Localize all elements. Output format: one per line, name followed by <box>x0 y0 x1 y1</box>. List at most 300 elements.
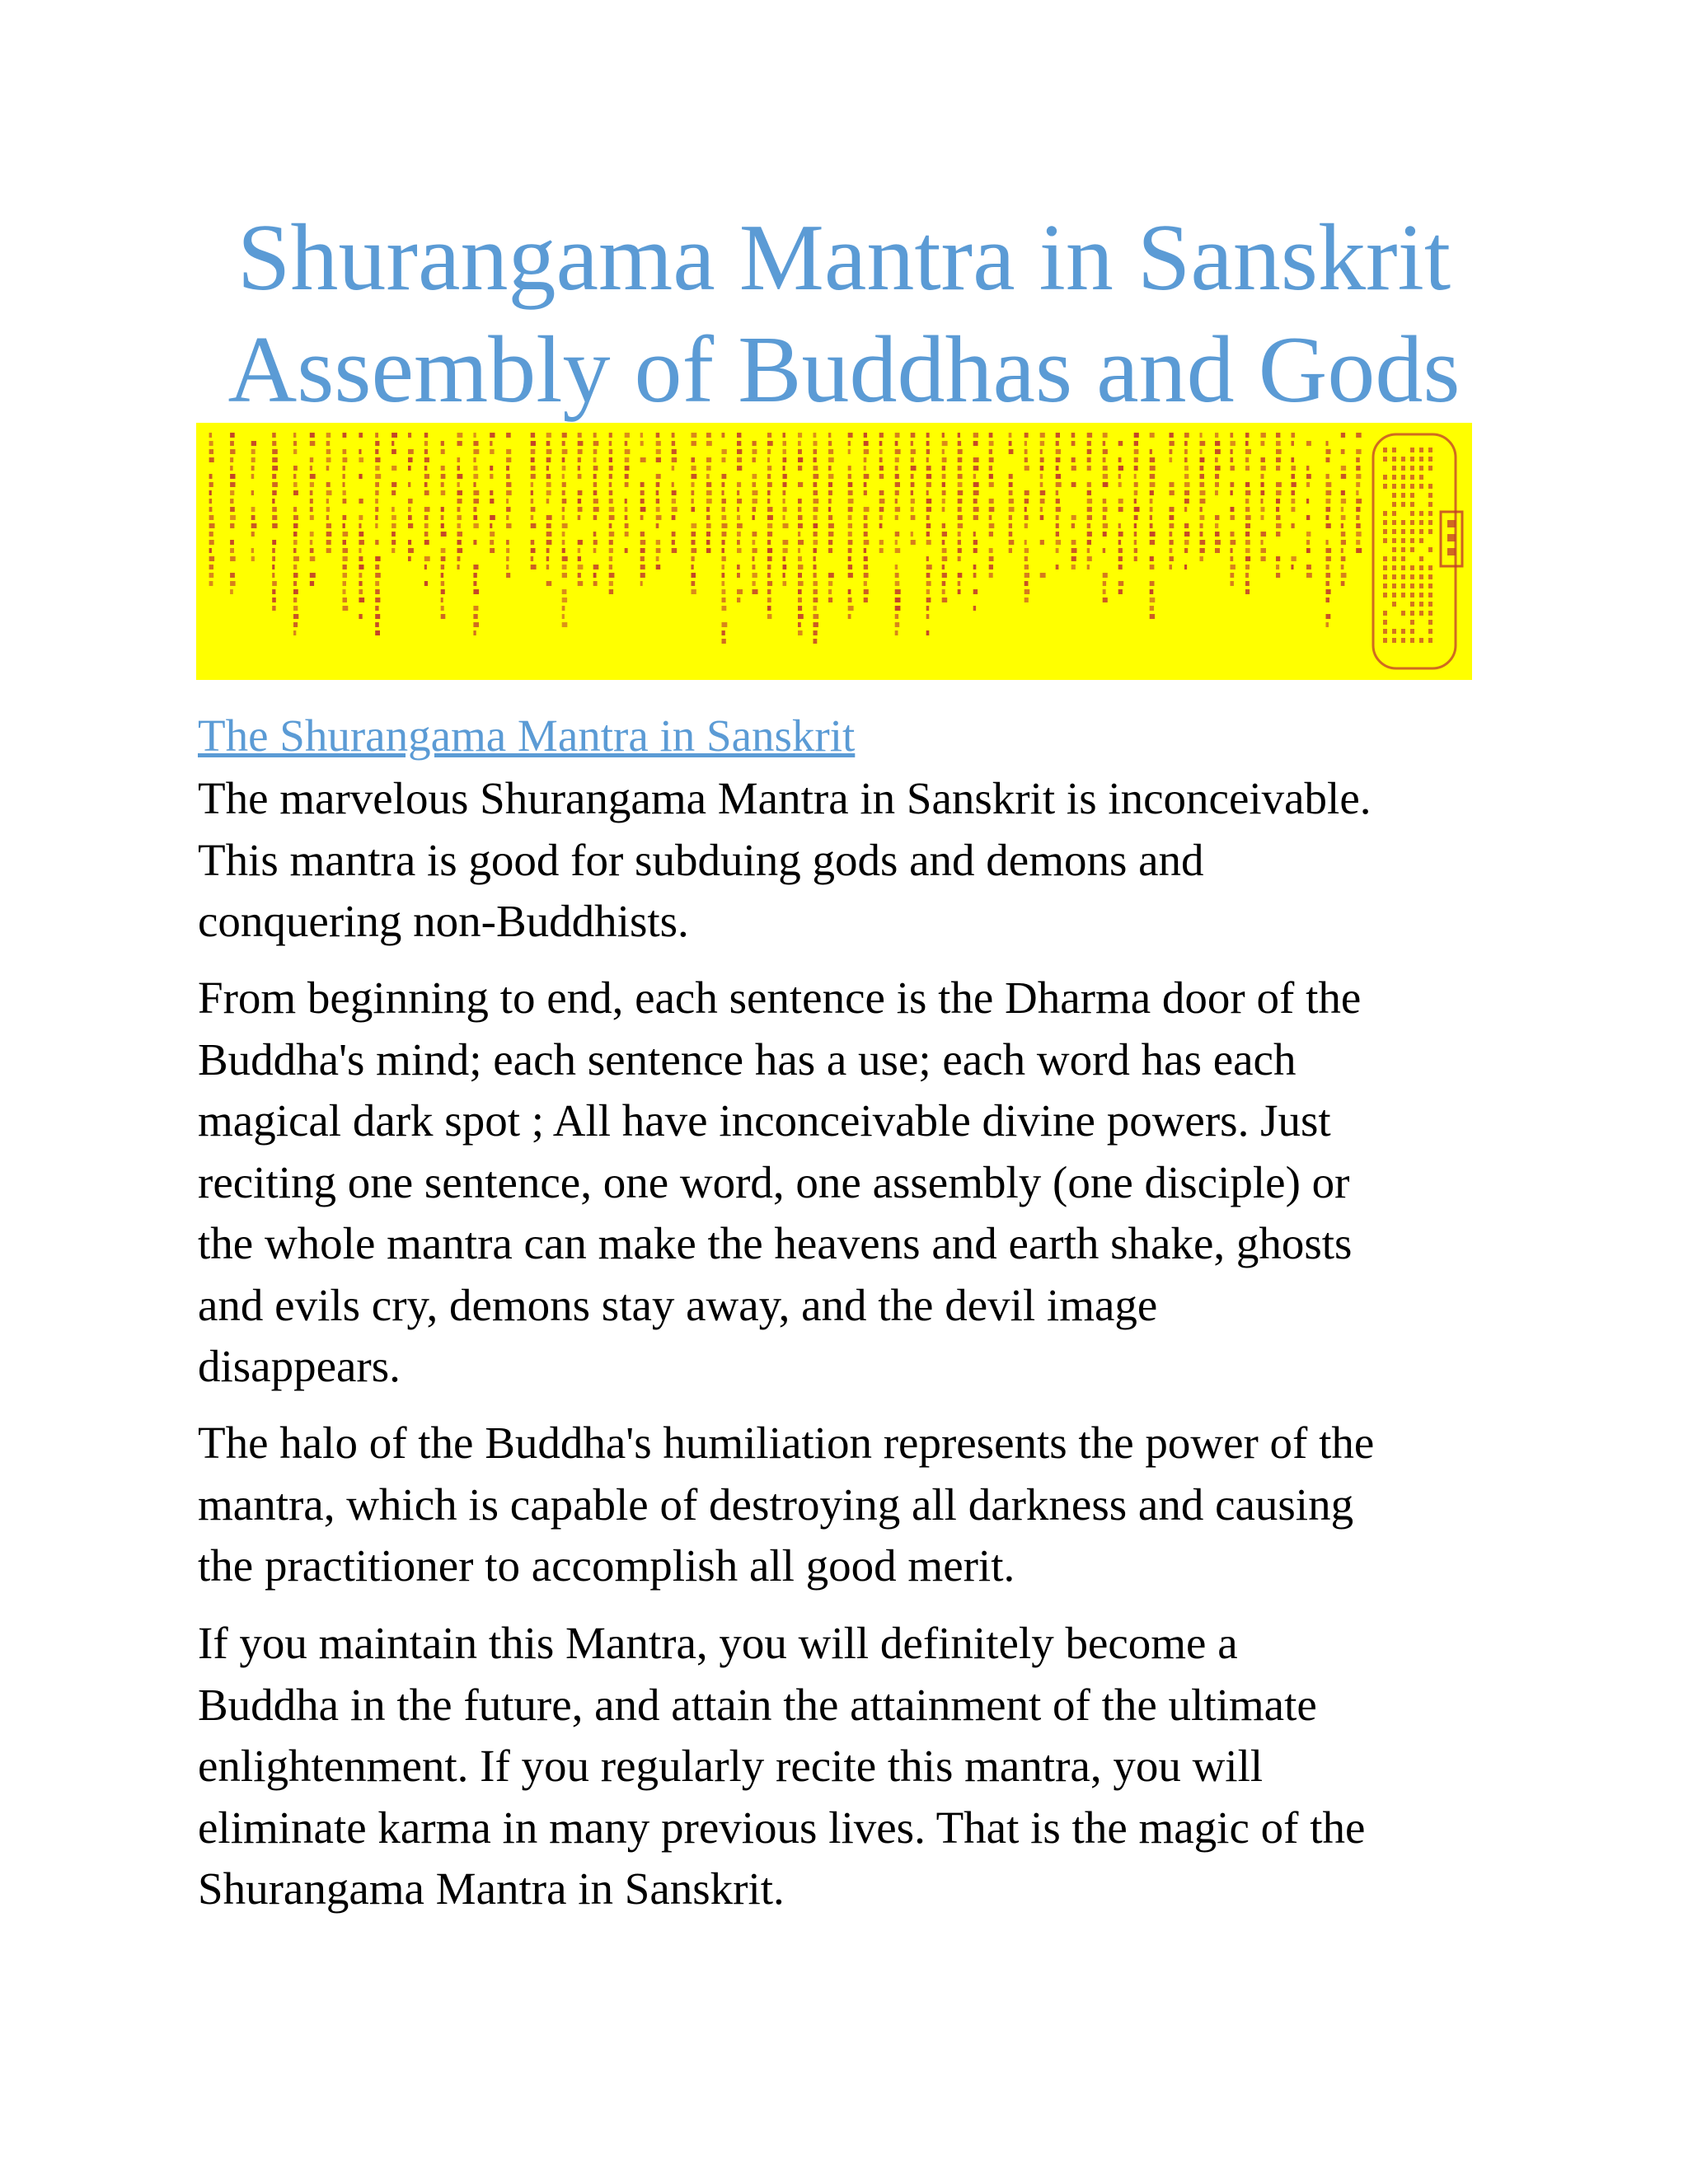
script-glyph <box>1419 520 1423 525</box>
paragraph-3 <box>198 1413 1533 1597</box>
script-glyph <box>408 540 411 545</box>
script-glyph <box>973 441 978 446</box>
script-glyph <box>672 499 676 504</box>
script-glyph <box>1276 556 1280 561</box>
script-glyph <box>828 449 833 454</box>
script-glyph <box>1306 482 1310 487</box>
script-glyph <box>1071 515 1076 520</box>
script-glyph <box>1170 482 1175 487</box>
script-glyph <box>895 622 900 627</box>
script-glyph <box>1392 593 1396 598</box>
script-glyph <box>1419 538 1423 543</box>
script-glyph <box>1341 565 1344 569</box>
script-glyph <box>973 457 979 462</box>
script-glyph <box>1261 433 1266 438</box>
script-glyph <box>457 548 463 553</box>
script-glyph <box>230 573 235 578</box>
script-glyph <box>1401 547 1405 552</box>
script-glyph <box>753 515 755 520</box>
script-glyph <box>814 565 817 569</box>
script-glyph <box>1383 511 1387 516</box>
script-glyph <box>911 540 916 545</box>
script-glyph <box>767 573 771 578</box>
script-glyph <box>293 515 298 520</box>
script-glyph <box>1419 484 1423 489</box>
script-glyph <box>722 457 726 462</box>
script-glyph <box>209 474 213 479</box>
script-glyph <box>359 540 364 545</box>
script-glyph <box>1341 507 1343 512</box>
script-glyph <box>1200 474 1205 479</box>
script-glyph <box>506 466 509 471</box>
script-glyph <box>814 589 818 594</box>
script-glyph <box>814 515 818 520</box>
script-glyph <box>848 507 853 512</box>
script-glyph <box>926 433 930 438</box>
script-glyph <box>272 548 275 553</box>
script-glyph <box>546 433 551 438</box>
script-glyph <box>310 433 315 438</box>
script-glyph <box>1410 475 1414 480</box>
script-glyph <box>1341 532 1346 537</box>
script-glyph <box>692 540 696 545</box>
script-glyph <box>1040 449 1043 454</box>
script-glyph <box>359 457 363 462</box>
script-glyph <box>672 548 678 553</box>
script-glyph <box>209 556 215 561</box>
script-glyph <box>473 606 478 611</box>
script-glyph <box>593 482 597 487</box>
script-glyph <box>1326 540 1329 545</box>
script-glyph <box>1261 490 1265 495</box>
script-glyph <box>1134 433 1139 438</box>
script-glyph <box>958 515 963 520</box>
script-glyph <box>1261 466 1266 471</box>
script-glyph <box>1215 540 1221 545</box>
paragraph-line: The halo of the Buddha's humiliation represents the power of the <box>198 1418 1375 1468</box>
script-glyph <box>737 532 741 537</box>
script-glyph <box>1087 441 1091 446</box>
script-glyph <box>942 589 945 594</box>
script-glyph <box>1383 611 1387 616</box>
script-glyph <box>879 490 884 495</box>
script-glyph <box>1306 515 1310 520</box>
script-glyph <box>293 441 297 446</box>
script-glyph <box>578 565 584 569</box>
script-glyph <box>1383 574 1387 579</box>
script-glyph <box>895 581 900 586</box>
script-glyph <box>359 548 361 553</box>
script-glyph <box>722 540 725 545</box>
script-glyph <box>392 515 396 520</box>
script-glyph <box>1071 540 1076 545</box>
script-glyph <box>1118 540 1121 545</box>
script-glyph <box>1401 484 1405 489</box>
script-glyph <box>692 573 696 578</box>
script-glyph <box>848 482 853 487</box>
script-glyph <box>506 507 510 512</box>
script-glyph <box>625 499 627 504</box>
script-glyph <box>911 507 914 512</box>
script-glyph <box>753 507 757 512</box>
script-glyph <box>1326 598 1330 602</box>
script-glyph <box>814 532 818 537</box>
script-glyph <box>895 457 899 462</box>
script-glyph <box>1009 474 1013 479</box>
script-glyph <box>1326 482 1332 487</box>
script-glyph <box>326 540 331 545</box>
script-glyph <box>1184 532 1189 537</box>
script-glyph <box>798 507 801 512</box>
script-glyph <box>531 565 537 569</box>
script-glyph <box>593 474 597 479</box>
paragraph-line: The marvelous Shurangama Mantra in Sanskrit is inconceivable. <box>198 773 1372 823</box>
script-glyph <box>609 515 615 520</box>
script-glyph <box>326 441 331 446</box>
script-glyph <box>251 532 255 537</box>
script-glyph <box>343 474 345 479</box>
script-glyph <box>1150 433 1155 438</box>
script-glyph <box>230 556 236 561</box>
script-glyph <box>989 515 992 520</box>
script-glyph <box>441 589 445 594</box>
script-glyph <box>926 449 930 454</box>
script-glyph <box>942 466 945 471</box>
script-glyph <box>578 433 582 438</box>
script-glyph <box>359 515 363 520</box>
script-glyph <box>640 482 645 487</box>
script-glyph <box>1410 583 1414 588</box>
script-glyph <box>251 507 256 512</box>
script-glyph <box>359 449 361 454</box>
script-glyph <box>814 573 817 578</box>
script-glyph <box>753 565 756 569</box>
script-glyph <box>706 507 710 512</box>
script-glyph <box>1056 548 1059 553</box>
script-glyph <box>926 573 931 578</box>
script-glyph <box>1215 474 1219 479</box>
script-glyph <box>1383 629 1387 634</box>
script-glyph <box>1276 532 1280 537</box>
script-glyph <box>593 581 598 586</box>
script-glyph <box>1170 490 1175 495</box>
script-glyph <box>989 433 993 438</box>
script-glyph <box>230 548 234 553</box>
script-glyph <box>973 482 979 487</box>
script-glyph <box>1056 565 1059 569</box>
script-glyph <box>1231 540 1236 545</box>
script-glyph <box>375 515 377 520</box>
script-glyph <box>1071 433 1076 438</box>
script-glyph <box>457 507 461 512</box>
script-glyph <box>656 523 659 528</box>
script-glyph <box>692 499 694 504</box>
script-glyph <box>1341 556 1346 561</box>
script-glyph <box>343 565 347 569</box>
script-glyph <box>1356 457 1360 462</box>
script-glyph <box>864 532 868 537</box>
script-glyph <box>293 573 298 578</box>
script-glyph <box>625 515 628 520</box>
script-glyph <box>798 515 803 520</box>
script-glyph <box>343 573 348 578</box>
script-glyph <box>656 441 661 446</box>
script-glyph <box>1009 548 1012 553</box>
script-glyph <box>1150 466 1156 471</box>
script-glyph <box>864 548 866 553</box>
script-glyph <box>1306 540 1310 545</box>
script-glyph <box>546 523 551 528</box>
script-glyph <box>828 433 831 438</box>
script-glyph <box>609 548 613 553</box>
script-glyph <box>706 490 712 495</box>
script-glyph <box>722 523 728 528</box>
script-glyph <box>1383 484 1387 489</box>
script-glyph <box>1215 457 1218 462</box>
script-glyph <box>490 474 493 479</box>
script-glyph <box>640 532 645 537</box>
script-glyph <box>767 449 771 454</box>
script-glyph <box>562 548 565 553</box>
script-glyph <box>828 490 832 495</box>
script-glyph <box>506 433 511 438</box>
script-glyph <box>1087 482 1091 487</box>
script-glyph <box>473 630 476 635</box>
script-glyph <box>310 490 313 495</box>
script-glyph <box>640 581 643 586</box>
script-glyph <box>1401 466 1405 471</box>
script-glyph <box>926 540 931 545</box>
script-glyph <box>272 441 276 446</box>
script-glyph <box>1118 532 1123 537</box>
script-glyph <box>1276 565 1279 569</box>
script-glyph <box>392 482 396 487</box>
script-glyph <box>737 457 742 462</box>
script-glyph <box>1326 622 1329 627</box>
script-glyph <box>753 548 757 553</box>
script-glyph <box>1245 556 1250 561</box>
script-glyph <box>864 507 870 512</box>
script-glyph <box>895 490 899 495</box>
mantra-scroll-image <box>196 423 1472 680</box>
script-glyph <box>1040 457 1044 462</box>
script-glyph <box>1401 475 1405 480</box>
script-glyph <box>457 474 463 479</box>
script-glyph <box>562 515 565 520</box>
script-glyph <box>1103 499 1107 504</box>
script-glyph <box>546 565 549 569</box>
script-glyph <box>864 589 869 594</box>
script-glyph <box>1356 532 1362 537</box>
script-glyph <box>1261 540 1264 545</box>
script-glyph <box>672 449 677 454</box>
script-glyph <box>1071 565 1076 569</box>
script-glyph <box>272 556 275 561</box>
script-glyph <box>1428 611 1432 616</box>
script-glyph <box>942 523 945 528</box>
script-glyph <box>343 490 346 495</box>
script-glyph <box>625 482 629 487</box>
script-glyph <box>1292 474 1296 479</box>
script-glyph <box>441 490 446 495</box>
script-glyph <box>1170 433 1174 438</box>
script-glyph <box>359 499 363 504</box>
script-glyph <box>531 482 533 487</box>
script-glyph <box>531 490 533 495</box>
script-glyph <box>359 614 362 619</box>
script-glyph <box>1200 433 1203 438</box>
script-glyph <box>722 499 726 504</box>
script-glyph <box>1261 482 1264 487</box>
script-glyph <box>593 507 599 512</box>
script-glyph <box>926 556 929 561</box>
script-glyph <box>473 523 478 528</box>
script-glyph <box>942 598 948 602</box>
script-glyph <box>625 523 629 528</box>
script-glyph <box>1170 532 1173 537</box>
paragraph-line: magical dark spot ; All have inconceivable divine powers. Just <box>198 1095 1331 1146</box>
script-glyph <box>692 441 696 446</box>
script-glyph <box>209 581 213 586</box>
script-glyph <box>798 630 803 635</box>
script-glyph <box>1009 482 1013 487</box>
script-glyph <box>490 433 495 438</box>
script-glyph <box>546 474 551 479</box>
script-glyph <box>625 548 628 553</box>
script-glyph <box>1383 475 1387 480</box>
script-glyph <box>310 457 313 462</box>
script-glyph <box>864 449 869 454</box>
script-glyph <box>293 466 298 471</box>
script-glyph <box>989 565 993 569</box>
script-glyph <box>767 532 772 537</box>
script-glyph <box>609 449 612 454</box>
script-glyph <box>1118 507 1123 512</box>
paragraph-4 <box>198 1613 1533 1920</box>
script-glyph <box>1392 457 1396 462</box>
script-glyph <box>783 449 786 454</box>
script-glyph <box>1306 548 1311 553</box>
script-glyph <box>310 556 316 561</box>
script-glyph <box>457 515 462 520</box>
script-glyph <box>1087 466 1091 471</box>
script-glyph <box>1150 490 1154 495</box>
script-glyph <box>326 532 332 537</box>
script-glyph <box>767 457 770 462</box>
script-glyph <box>1103 589 1106 594</box>
script-glyph <box>1392 502 1396 507</box>
script-glyph <box>973 499 978 504</box>
script-glyph <box>1410 520 1414 525</box>
script-glyph <box>1200 457 1205 462</box>
script-glyph <box>864 474 870 479</box>
script-glyph <box>1410 466 1414 471</box>
script-glyph <box>1025 515 1029 520</box>
script-glyph <box>692 507 696 512</box>
script-glyph <box>375 499 378 504</box>
script-glyph <box>767 598 771 602</box>
script-glyph <box>1428 638 1432 643</box>
script-glyph <box>895 507 900 512</box>
script-glyph <box>828 499 832 504</box>
script-glyph <box>895 474 899 479</box>
script-glyph <box>722 556 726 561</box>
script-glyph <box>958 441 961 446</box>
script-glyph <box>1184 499 1189 504</box>
script-glyph <box>798 622 801 627</box>
script-glyph <box>879 466 884 471</box>
script-glyph <box>546 482 551 487</box>
script-glyph <box>1245 581 1250 586</box>
script-glyph <box>1326 515 1329 520</box>
script-glyph <box>293 598 297 602</box>
script-glyph <box>706 482 711 487</box>
script-glyph <box>1134 499 1137 504</box>
script-glyph <box>562 614 565 619</box>
script-glyph <box>656 565 661 569</box>
script-glyph <box>562 532 565 537</box>
script-glyph <box>814 490 818 495</box>
script-glyph <box>1200 441 1206 446</box>
script-glyph <box>895 482 900 487</box>
script-glyph <box>672 441 675 446</box>
script-glyph <box>473 441 478 446</box>
script-glyph <box>375 630 380 635</box>
script-glyph <box>562 556 568 561</box>
script-glyph <box>441 606 444 611</box>
script-glyph <box>375 573 381 578</box>
script-glyph <box>562 598 567 602</box>
script-glyph <box>424 490 429 495</box>
script-glyph <box>864 581 867 586</box>
script-glyph <box>230 433 235 438</box>
script-glyph <box>531 556 533 561</box>
shurangama-mantra-link[interactable]: The Shurangama Mantra in Sanskrit <box>198 710 856 761</box>
script-glyph <box>879 515 883 520</box>
script-glyph <box>958 449 963 454</box>
script-glyph <box>609 482 612 487</box>
script-glyph <box>562 482 566 487</box>
script-glyph <box>408 499 413 504</box>
script-glyph <box>706 548 710 553</box>
script-glyph <box>767 482 772 487</box>
script-glyph <box>1040 499 1045 504</box>
script-glyph <box>562 507 565 512</box>
script-glyph <box>737 598 740 602</box>
script-glyph <box>375 540 378 545</box>
script-glyph <box>1341 466 1346 471</box>
script-glyph <box>1087 507 1092 512</box>
script-glyph <box>737 499 742 504</box>
script-glyph <box>1326 581 1329 586</box>
script-glyph <box>722 449 727 454</box>
script-glyph <box>209 565 213 569</box>
script-glyph <box>942 490 946 495</box>
script-glyph <box>1184 523 1189 528</box>
script-glyph <box>230 457 233 462</box>
script-glyph <box>593 466 598 471</box>
script-glyph <box>1025 490 1029 495</box>
script-glyph <box>942 556 948 561</box>
script-glyph <box>1025 581 1029 586</box>
paragraph-line: If you maintain this Mantra, you will definitely become a <box>198 1618 1238 1668</box>
script-glyph <box>783 573 785 578</box>
script-glyph <box>272 474 276 479</box>
script-glyph <box>1292 490 1296 495</box>
script-glyph <box>895 532 900 537</box>
script-glyph <box>251 556 255 561</box>
script-glyph <box>441 523 444 528</box>
